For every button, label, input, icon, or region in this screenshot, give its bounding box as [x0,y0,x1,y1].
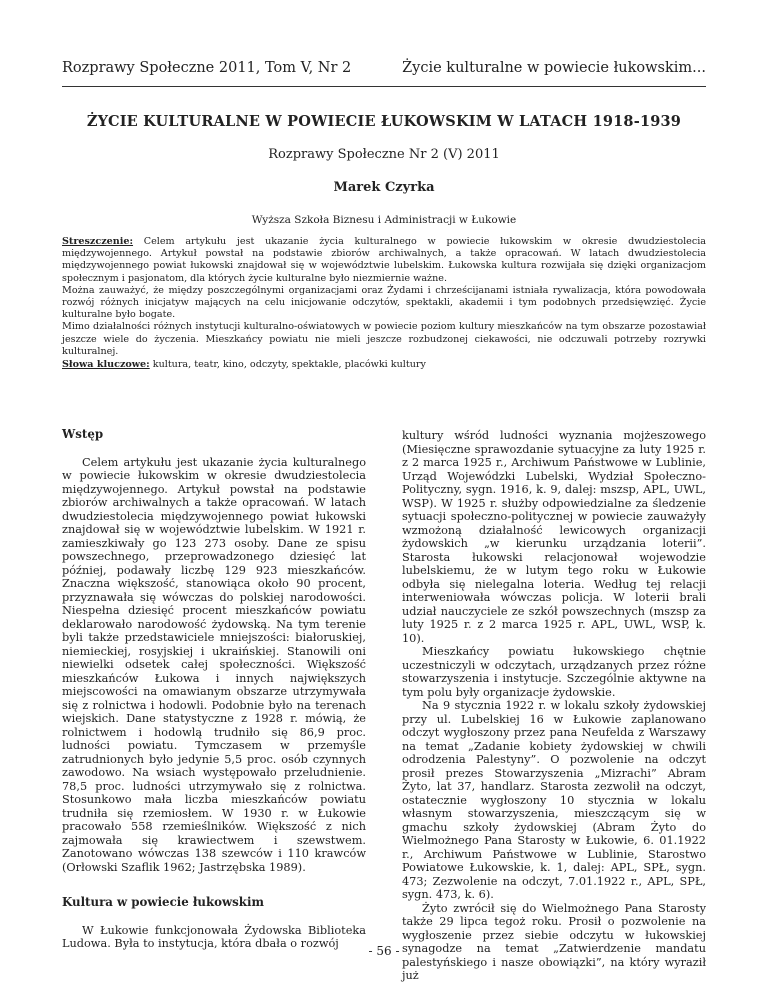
right-paragraph-3: Na 9 stycznia 1922 r. w lokalu szkoły żydowskiej przy ul. Lubelskiej 16 w Łukowie zaplanowano odczyt wygłoszony przez pana Neufelda z Warszawy na temat „Zadanie kobiety żydowskiej w chwili odrodzenia Palestyny”. O pozwolenie na odczyt prosił prezes Stowarzyszenia „Mizrachi” Abram Żyto, lat 37, handlarz. Starosta zezwolił na odczyt, ostatecznie wygłoszony 10 stycznia w lokalu własnym stowarzyszenia, mieszczącym się w gmachu szkoły żydowskiej (Abram Żyto do Wielmożnego Pana Starosty w Łukowie, 6. 01.1922 r., Archiwum Państwowe w Lublinie, Starostwo Powiatowe Łukowskie, k. 1, dalej: APL, SPŁ, sygn. 473; Zezwolenie na odczyt, 7.01.1922 r., APL, SPŁ, sygn. 473, k. 6). [402,699,706,901]
right-column [402,429,706,983]
running-header-left: Rozprawy Społeczne 2011, Tom V, Nr 2 [62,60,352,76]
right-paragraph-4: Żyto zwrócił się do Wielmożnego Pana Starosty także 29 lipca tegoż roku. Prosił o pozwolenie na wygłoszenie przez siebie odczytu w łukowskiej synagodze na temat „Zatwierdzenie mandatu palestyńskiego i nasze obowiązki”, na który wyraził już [402,901,706,982]
header-rule [62,86,706,87]
abstract-paragraph-3: Mimo działalności różnych instytucji kulturalno-oświatowych w powiecie poziom kultury mieszkańców na tym obszarze pozostawiał jeszcze wiele do życzenia. Mieszkańcy powiatu nie mieli jeszcze rozbudzonej ciekawości, nie odczuwali potrzeby rozrywki kulturalnej. [62,321,706,357]
journal-issue: Rozprawy Społeczne Nr 2 (V) 2011 [268,147,500,162]
abstract-paragraph-1 [62,236,706,285]
intro-paragraph: Celem artykułu jest ukazanie życia kulturalnego w powiecie łukowskim w okresie dwudziestolecia międzywojennego. Artykuł powstał na podstawie zbiorów archiwalnych a także opracowań. W latach dwudziestolecia międzywojennego powiat łukowski znajdował się w województwie lubelskim. W 1921 r. zamieszkiwały go 123 273 osoby. Dane ze spisu powszechnego, przeprowadzonego dziesięć lat później, podawały liczbę 129 923 mieszkańców. Znaczna większość, stanowiąca około 90 procent, przyznawała się wówczas do polskiej narodowości. Niespełna dziesięć procent mieszkańców powiatu deklarowało narodowość żydowską. Na tym terenie byli także przedstawiciele mniejszości: białoruskiej, niemieckiej, rosyjskiej i ukraińskiej. Stanowili oni niewielki odsetek całej społeczności. Większość mieszkańców Łukowa i innych największych miejscowości na omawianym obszarze utrzymywała się z rolnictwa i hodowli. Podobnie było na terenach wiejskich. Dane statystyczne z 1928 r. mówią, że rolnictwem i hodowlą trudniło się 86,9 proc. ludności powiatu. Tymczasem w przemyśle zatrudnionych było jedynie 5,5 proc. osób czynnych zawodowo. Na wsiach występowało przeludnienie. 78,5 proc. ludności utrzymywało się z rolnictwa. Stosunkowo mała liczba mieszkańców powiatu trudniła się rzemiosłem. W 1930 r. w Łukowie pracowało 558 rzemieślników. Większość z nich zajmowała się krawiectwem i szewstwem. Zanotowano wówczas 138 szewców i 110 krawców (Orłowski Szaflik 1962; Jastrzębska 1989). [62,455,366,874]
left-column [62,428,366,951]
abstract-text-1: Celem artykułu jest ukazanie życia kulturalnego w powiecie łukowskim w okresie dwudziestolecia międzywojennego. Artykuł powstał na podstawie zbiorów archiwalnych, a także opracowań. W latach dwudziestolecia międzywojennego powiat łukowski znajdował się w województwie lubelskim. Łukowska kultura rozwijała się dzięki organizacjom społecznym i pasjonatom, dla których życie kulturalne było niezmiernie ważne. [62,236,706,284]
page-number: - 56 - [368,944,400,958]
article-title: ŻYCIE KULTURALNE W POWIECIE ŁUKOWSKIM W LATACH 1918-1939 [86,113,682,130]
right-paragraph-1: kultury wśród ludności wyznania mojżeszowego (Miesięczne sprawozdanie sytuacyjne za luty 1925 r. z 2 marca 1925 r., Archiwum Państwowe w Lublinie, Urząd Wojewódzki Lubelski, Wydział Społeczno-Polityczny, sygn. 1916, k. 9, dalej: mszsp, APL, UWL, WSP). W 1925 r. służby odpowiedzialne za śledzenie sytuacji społeczno-politycznej w powiecie zauważyły wzmożoną działalność lewicowych organizacji żydowskich „w kierunku urządzania loterii”. Starosta łukowski relacjonował wojewodzie lubelskiemu, że w lutym tego roku w Łukowie odbyła się nielegalna loteria. Według tej relacji interweniowała wówczas policja. W loterii brali udział nauczyciele ze szkół powszechnych (mszsp za luty 1925 r. z 2 marca 1925 r. APL, UWL, WSP, k. 10). [402,429,706,645]
running-header-right: Życie kulturalne w powiecie łukowskim... [402,60,706,76]
author-affiliation: Wyższa Szkoła Biznesu i Administracji w Łukowie [251,214,517,226]
abstract-paragraph-2: Można zauważyć, że między poszczególnymi organizacjami oraz Żydami i chrześcijanami istniała rywalizacja, która powodowała rozwój różnych inicjatyw mających na celu inicjowanie odczytów, spektakli, akademii i tym podobnych przedsięwzięć. Życie kulturalne było bogate. [62,284,706,321]
abstract-label: Streszczenie: [62,236,134,247]
right-paragraph-2: Mieszkańcy powiatu łukowskiego chętnie uczestniczyli w odczytach, urządzanych przez różne stowarzyszenia i instytucje. Szczególnie aktywne na tym polu były organizacje żydowskie. [402,645,706,699]
section-heading-culture: Kultura w powiecie łukowskim [62,895,264,909]
keywords-text: kultura, teatr, kino, odczyty, spektakle, placówki kultury [149,359,426,370]
section-heading-intro: Wstęp [62,427,104,441]
culture-paragraph: W Łukowie funkcjonowała Żydowska Biblioteka Ludowa. Była to instytucja, która dbała o rozwój [62,923,366,950]
abstract [62,236,706,358]
keywords [62,359,706,370]
keywords-label: Słowa kluczowe: [62,359,150,370]
author-name: Marek Czyrka [333,180,435,195]
